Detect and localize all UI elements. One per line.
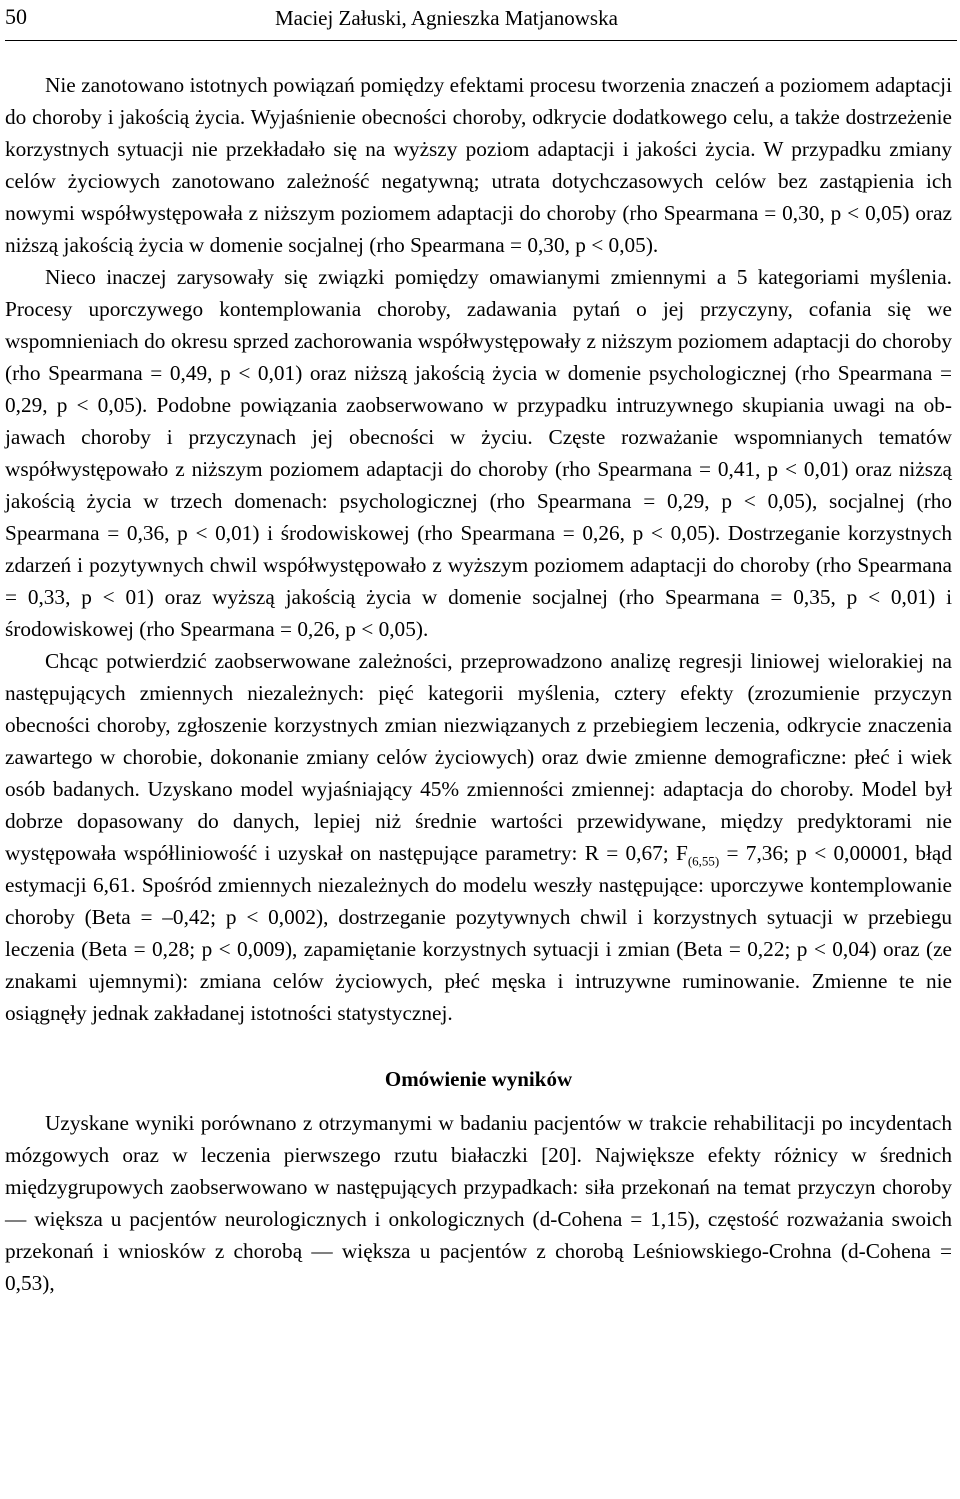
paragraph-discussion: Uzyskane wyniki porównano z otrzymanymi w badaniu pacjentów w trakcie rehabilitacji po incydentach mózgowych oraz w leczenia pierwszego rzutu białaczki [20]. Największe efekty różnicy w średnich międzygrupowych zaobserwowano w następujących przypadkach: siła przekonań na temat przyczyn choroby — większa u pacjentów neurologicznych i onkologicznych (d-Cohena = 1,15), częstość rozważania swoich przekonań i wniosków z chorobą — większa u pacjentów z chorobą Leśniowskiego-Crohna (d-Cohena = 0,53), — [5, 1111, 952, 1295]
paragraph-regression — [5, 645, 952, 1029]
page-header — [0, 0, 960, 44]
regression-text-end: = 7,36; p < 0,00001, błąd estymacji 6,61. Spośród zmiennych niezależnych do modelu weszły następujące: uporczywe kontemplowanie choroby (Beta = –0,42; p < 0,002), dostrzeganie pozytywnych chwil i korzystnych sytuacji w przebiegu leczenia (Beta = 0,28; p < 0,009), zapamiętanie korzystnych sytuacji i zmian (Beta = 0,22; p < 0,04) oraz (ze znakami ujemnymi): zmiana celów życiowych, płeć męska i intruzywne ruminowanie. Zmienne te nie osiągnęły jednak zakładanej istotności statystycznej. — [5, 841, 952, 1025]
running-head: Maciej Załuski, Agnieszka Matjanowska — [275, 6, 618, 30]
paragraph-thinking-categories: Nieco inaczej zarysowały się związki pomiędzy omawianymi zmiennymi a 5 kategoriami myślenia. Procesy uporczywego kontemplowania choroby, zadawania pytań o jej przyczyny, cofania się we wspomnieniach do okresu sprzed zachorowania współwystępowały z niższym poziomem adaptacji do choroby (rho Spearmana = 0,49, p < 0,01) oraz niższą jakością życia w domenie psychologicznej (rho Spearmana = 0,29, p < 0,05). Podobne powiązania zaobserwowano w przypadku intruzywnego skupiania uwagi na objawach choroby i przyczynach jej obecności w życiu. Częste rozważanie wspomnianych tematów współwystępowało z niższym poziomem adaptacji do choroby (rho Spearmana = 0,41, p < 0,01) oraz niższą jakością życia w trzech domenach: psychologicznej (rho Spearmana = 0,29, p < 0,05), socjalnej (rho Spearmana = 0,36, p < 0,01) i środowiskowej (rho Spearmana = 0,26, p < 0,05). Dostrzeganie korzystnych zdarzeń i pozytywnych chwil współwystępowało z wyższym poziomem adaptacji do choroby (rho Spearmana = 0,33, p < 01) oraz wyższą jakością życia w domenie socjalnej (rho Spearmana = 0,35, p < 0,01) i środowiskowej (rho Spearmana = 0,26, p < 0,05). — [5, 265, 952, 641]
paragraph-meaning-effects: Nie zanotowano istotnych powiązań pomiędzy efektami procesu tworzenia znaczeń a poziomem adaptacji do choroby i jakością życia. Wyjaśnienie obecności choroby, odkrycie dodatkowego celu, a także dostrzeżenie korzystnych sytuacji nie przekładało się na wyższy poziom adaptacji i jakości życia. W przypadku zmiany celów życiowych zanotowano zależność negatywną; utrata dotychczasowych celów bez zastąpienia ich nowymi współwystępowała z niższym poziomem adaptacji do choroby (rho Spearmana = 0,30, p < 0,05) oraz niższą jakością życia w domenie socjalnej (rho Spearmana = 0,30, p < 0,05). — [5, 73, 952, 257]
header-rule — [5, 40, 957, 41]
page-body — [5, 69, 952, 1299]
f-statistic-subscript: (6,55) — [687, 853, 720, 869]
page-number: 50 — [5, 4, 27, 29]
section-heading: Omówienie wyników — [384, 1067, 573, 1091]
regression-text-start: Chcąc potwierdzić zaobserwowane zależności, przeprowadzono analizę regresji liniowej wielorakiej na następujących zmiennych niezależnych: pięć kategorii myślenia, cztery efekty (zrozumienie przyczyn obecności choroby, zgłoszenie korzystnych zmian niezwiązanych z przebiegiem leczenia, odkrycie znaczenia zawartego w chorobie, dokonanie zmiany celów życiowych) oraz dwie zmienne demograficzne: płeć i wiek osób badanych. Uzyskano model wyjaśniający 45% zmienności zmiennej: adaptacja do choroby. Model był dobrze dopasowany do danych, lepiej niż średnie wartości przewidywane, między predyktorami nie występowała współliniowość i uzyskał on następujące parametry: R = 0,67; F — [5, 649, 952, 865]
